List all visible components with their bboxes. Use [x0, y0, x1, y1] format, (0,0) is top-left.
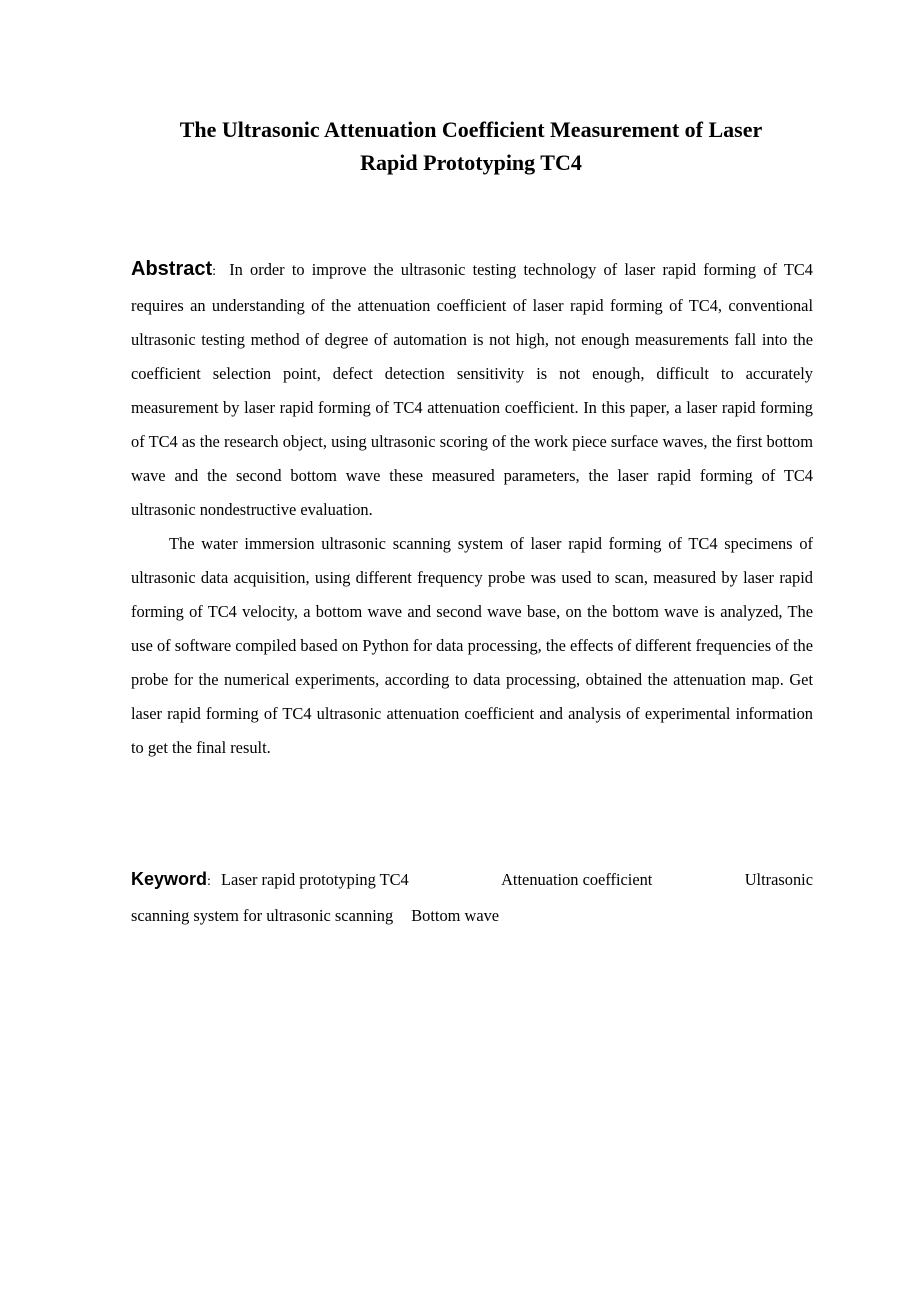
paper-title: [120, 113, 822, 179]
keyword-item: scanning system for ultrasonic scanning: [131, 906, 394, 925]
abstract-label: Abstract: [131, 258, 213, 280]
keywords-colon: :: [207, 874, 211, 889]
abstract-colon: :: [212, 264, 217, 279]
keywords-label: Keyword: [131, 869, 208, 889]
keywords-lead: [131, 862, 409, 899]
keywords-section: [131, 862, 813, 933]
keyword-item: Laser rapid prototyping TC4: [221, 870, 409, 889]
keywords-line-1: [131, 862, 813, 899]
abstract-paragraph-2: [131, 527, 813, 765]
abstract-text-1: In order to improve the ultrasonic testing technology of laser rapid forming of TC4 requires an understanding of the attenuation coefficient of laser rapid forming of TC4, conventional ultrasonic testing method of degree of automation is not high, not enough measurements fall into the coefficient selection point, defect detection sensitivity is not enough, difficult to accurately measurement by laser rapid forming of TC4 attenuation coefficient. In this paper, a laser rapid forming of TC4 as the research object, using ultrasonic scoring of the work piece surface waves, the first bottom wave and the second bottom wave these measured parameters, the laser rapid forming of TC4 ultrasonic nondestructive evaluation.: [131, 260, 813, 519]
keyword-item: Attenuation coefficient: [501, 870, 653, 889]
title-line-2: Rapid Prototyping TC4: [360, 150, 582, 175]
abstract-text-2: The water immersion ultrasonic scanning system of laser rapid forming of TC4 specimens of ultrasonic data acquisition, using different frequency probe was used to scan, measured by laser rapid forming of TC4 velocity, a bottom wave and second wave base, on the bottom wave is analyzed, The use of software compiled based on Python for data processing, the effects of different frequencies of the probe for the numerical experiments, according to data processing, obtained the attenuation map. Get laser rapid forming of TC4 ultrasonic attenuation coefficient and analysis of experimental information to get the final result.: [131, 534, 813, 757]
abstract-paragraph-1: [131, 252, 813, 527]
abstract-section: [131, 252, 813, 765]
keyword-item: Ultrasonic: [744, 870, 813, 889]
keyword-item: Bottom wave: [411, 906, 500, 925]
keywords-line-2: [131, 899, 813, 933]
title-line-1: The Ultrasonic Attenuation Coefficient Measurement of Laser: [179, 117, 763, 142]
